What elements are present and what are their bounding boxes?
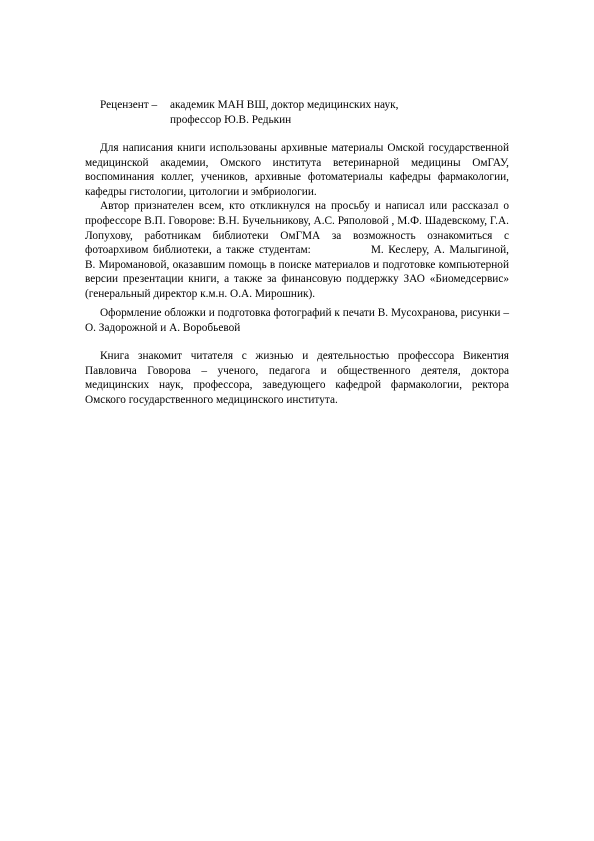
- reviewer-label-spacer: [100, 113, 170, 128]
- thanks-text-part2: М. Кеслеру, А. Малыгиной, В. Миромановой, оказавшим помощь в поиске материалов и подготовке компьютерной версии презентации книги, а также за финансовую поддержку ЗАО «Биомедсервис» (генеральный директор к.м.н. О.А. Мирошник).: [85, 244, 510, 300]
- sources-paragraph: Для написания книги использованы архивные материалы Омской государственной медицинской академии, Омского института ветеринарной медицины ОмГАУ, воспоминания коллег, учеников, архивные фотоматериалы кафедры фармакологии, кафедры гистологии, цитологии и эмбриологии.: [85, 142, 509, 198]
- reviewer-title: академик МАН ВШ, доктор медицинских наук,: [170, 99, 399, 111]
- summary-block: [85, 349, 509, 407]
- design-credits-block: [85, 306, 509, 335]
- reviewer-label: Рецензент –: [100, 99, 158, 111]
- summary-paragraph: Книга знакомит читателя с жизнью и деятельностью профессора Викентия Павловича Говорова – ученого, педагога и общественного деятеля, доктора медицинских наук, профессора, заведующего кафедрой фармакологии, ректора Омского государственного медицинского института.: [85, 350, 509, 406]
- reviewer-block: [100, 98, 520, 127]
- reviewer-row-2: [100, 113, 520, 128]
- acknowledgements-block: [85, 141, 509, 302]
- reviewer-name: профессор Ю.В. Редькин: [170, 113, 292, 126]
- reviewer-row-1: [100, 98, 520, 113]
- design-credits-paragraph: Оформление обложки и подготовка фотографий к печати В. Мусохранова, рисунки – О. Задорожной и А. Воробьевой: [85, 307, 509, 334]
- thanks-paragraph: [85, 199, 509, 301]
- thanks-text-part1: Автор признателен всем, кто откликнулся на просьбу и написал или рассказал о профессоре В.П. Говорове: В.Н. Бучельникову, А.С. Ряполовой , М.Ф. Шадевскому, Г.А. Лопухову, работникам библиотеки ОмГМА за возможность ознакомиться с фотоархивом библиотеки, а также студентам:: [85, 200, 509, 257]
